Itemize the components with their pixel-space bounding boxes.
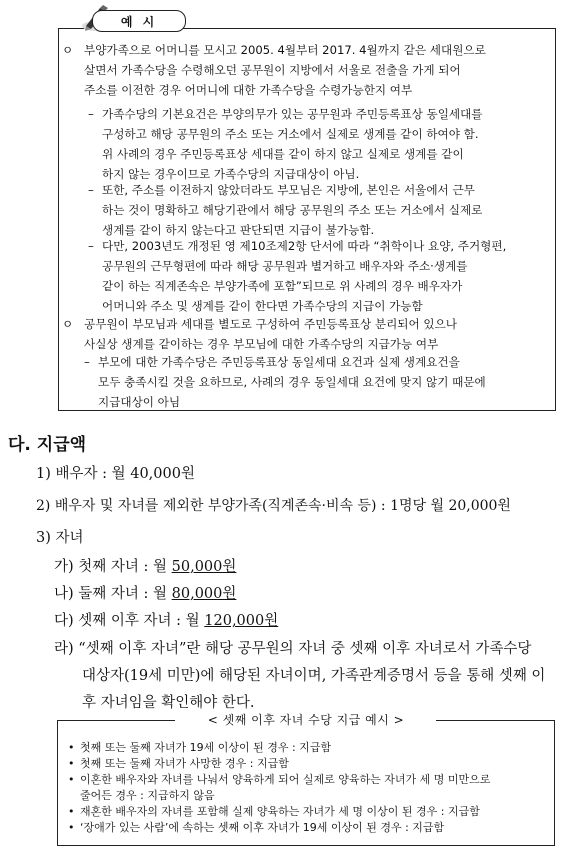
list-item: • 첫째 또는 둘째 자녀가 사망한 경우 : 지급함 [68, 757, 289, 770]
amount-other-dependents: 2) 배우자 및 자녀를 제외한 부양가족(직계존속·비속 등) : 1명당 월 20,000원 [36, 498, 511, 514]
amount-third-child-value: 120,000원 [204, 613, 279, 629]
dash-marker: – [84, 355, 90, 369]
list-item: • ‘장애가 있는 사람’에 속하는 셋째 이후 자녀가 19세 이상이 된 경우 : 지급함 [68, 821, 445, 834]
list-item: • 재혼한 배우자의 자녀를 포함해 실제 양육하는 자녀가 세 명 이상이 된 경우 : 지급함 [68, 805, 480, 818]
amount-children-heading: 3) 자녀 [36, 530, 84, 546]
amount-third-child: 다) 셋째 이후 자녀 : 월 120,000원 [54, 613, 279, 629]
list-item: • 이혼한 배우자와 자녀를 나눠서 양육하게 되어 실제로 양육하는 자녀가 세 명 미만으로 줄어든 경우 : 지급하지 않음 [68, 773, 491, 802]
amount-first-child-value: 50,000원 [171, 559, 237, 575]
third-child-definition: 라) “셋째 이후 자녀”란 해당 공무원의 자녀 중 셋째 이후 자녀로서 가족수당 대상자(19세 미만)에 해당된 자녀이며, 가족관계증명서 등을 통해 셋째 이 후 자녀임을 확인해야 한다. [54, 641, 546, 711]
note-title: < 셋째 이후 자녀 수당 지급 예시 > [207, 713, 405, 727]
bullet-marker: ㅇ [62, 317, 74, 331]
amount-spouse: 1) 배우자 : 월 40,000원 [36, 466, 195, 482]
example-tab-label: 예 시 [92, 10, 186, 32]
example-question-2: 공무원이 부모님과 세대를 별도로 구성하여 주민등록표상 분리되어 있으나 사실상 생계를 같이하는 경우 부모님에 대한 가족수당의 지급가능 여부 [84, 317, 457, 351]
amount-second-child: 나) 둘째 자녀 : 월 80,000원 [54, 586, 237, 602]
example-question-1: 부양가족으로 어머니를 모시고 2005. 4월부터 2017. 4월까지 같은 세대원으로 살면서 가족수당을 수령해오던 공무원이 지방에서 서울로 전출을 가게 되어 주소를 이전한 경우 어머니에 대한 가족수당을 수령가능한지 여부 [84, 43, 486, 97]
section-title: 다. 지급액 [8, 435, 87, 455]
amount-second-child-value: 80,000원 [171, 586, 237, 602]
list-item: • 첫째 또는 둘째 자녀가 19세 이상이 된 경우 : 지급함 [68, 741, 332, 754]
note-box-border [57, 720, 175, 721]
example-answer-2: 부모에 대한 가족수당은 주민등록표상 동일세대 요건과 실제 생계요건을 모두 충족시킬 것을 요하므로, 사례의 경우 동일세대 요건에 맞지 않기 때문에 지급대상이 아님 [98, 355, 486, 409]
dash-marker: – [88, 239, 94, 253]
dash-marker: – [88, 183, 94, 197]
note-box-border [436, 720, 555, 721]
note-list [68, 740, 552, 836]
example-answer-1c: 다만, 2003년도 개정된 영 제10조제2항 단서에 따라 “취학이나 요양, 주거형편, 공무원의 근무형편에 따라 해당 공무원과 별거하고 배우자와 주소·생계를 같이 하는 직계존속은 부양가족에 포함”되므로 위 사례의 경우 배우자가 어머니와 주소 및 생계를 같이 한다면 가족수당의 지급이 가능함 [102, 239, 507, 313]
example-answer-1b: 또한, 주소를 이전하지 않았더라도 부모님은 지방에, 본인은 서울에서 근무 하는 것이 명확하고 해당기관에서 해당 공무원의 주소 또는 거소에서 실제로 생계를 같이 하지 않는다고 판단되면 지급이 불가능함. [102, 183, 483, 237]
bullet-marker: ㅇ [62, 43, 74, 57]
amount-first-child: 가) 첫째 자녀 : 월 50,000원 [54, 559, 237, 575]
dash-marker: – [88, 107, 94, 121]
example-answer-1a: 가족수당의 기본요건은 부양의무가 있는 공무원과 주민등록표상 동일세대를 구성하고 해당 공무원의 주소 또는 거소에서 실제로 생계를 같이 하여야 함. 위 사례의 경우 주민등록표상 세대를 같이 하지 않고 실제로 생계를 같이 하지 않는 경우이므로 가족수당의 지급대상이 아님. [102, 107, 483, 181]
